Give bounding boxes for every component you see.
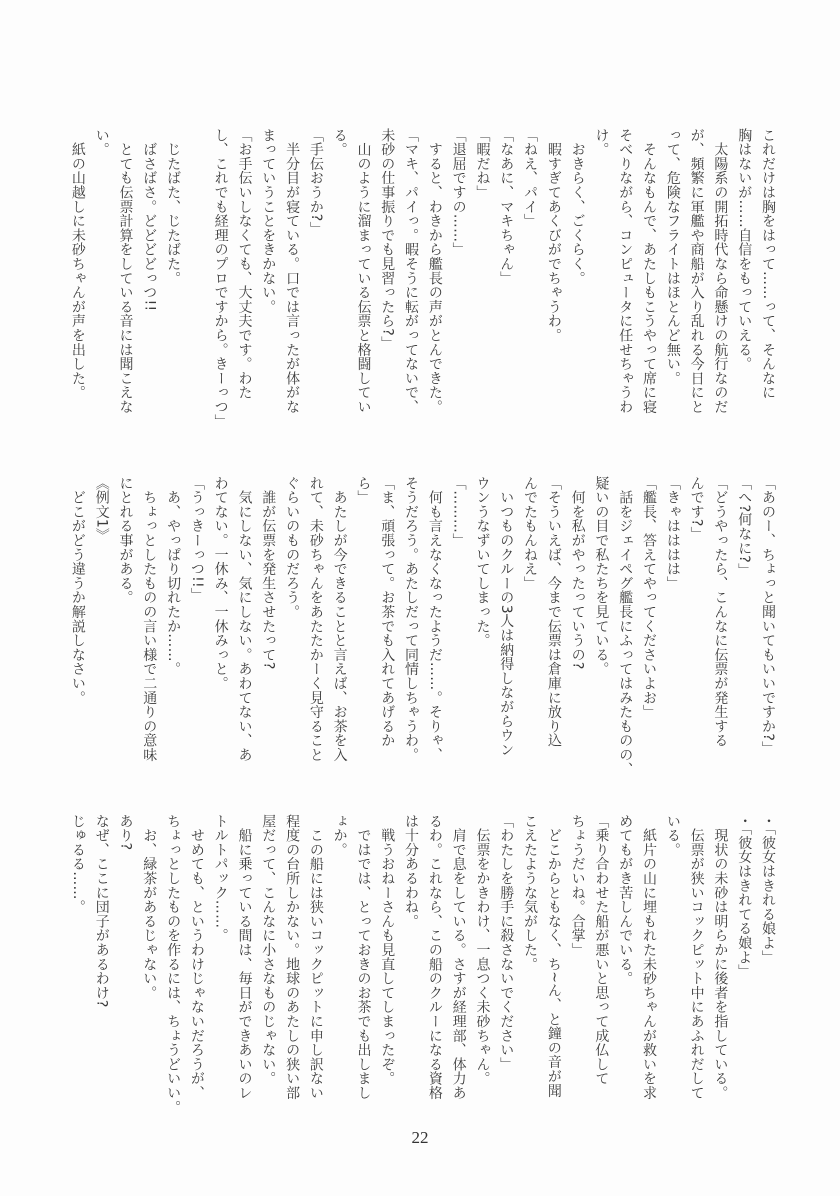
text-line: け。 [593, 128, 610, 157]
text-line: 紙の山越しに未砂ちゃんが声を出した。 [69, 128, 86, 400]
text-line: れて、未砂ちゃんをあたたかーく見守ること [307, 476, 324, 762]
text-line: 伝票をかきわけ、一息つく未砂ちゃん。 [474, 814, 491, 1086]
text-line: 「へ?何なに?」 [736, 476, 753, 578]
text-line: 何も言えなくなったようだ……。そりゃ、 [426, 476, 443, 762]
text-line: まっていうことをきかない。 [260, 128, 277, 314]
text-line [184, 128, 208, 428]
text-line: ちょうだいね。合掌」 [569, 814, 586, 957]
text-line: 伝票が狭いコックピット中にあふれだして [688, 814, 705, 1100]
text-block-bottom [49, 814, 779, 1114]
text-line: 「艦長、答えてやってくださいよお」 [641, 476, 658, 720]
text-line: 「お手伝いしなくても、大丈夫です。わた [236, 128, 253, 400]
text-line: 《例文1》 [93, 476, 110, 543]
text-line: おきらく、ごくらく。 [569, 128, 586, 286]
text-line: とても伝票計算をしている音には聞こえな [117, 128, 134, 414]
text-line: 「わたしを勝手に殺さないでください」 [498, 814, 515, 1072]
text-line: これだけは胸をはって……って、そんなに [760, 128, 776, 400]
text-line: そべりながら、コンピュータに任せちゃうわ [617, 128, 634, 414]
text-line: 「マキ、パイっ。暇そうに転がってないで、 [403, 128, 420, 414]
text-line: って、危険なフライトはほとんど無い。 [664, 128, 681, 386]
text-line: 疑いの目で私たちを見ている。 [593, 476, 610, 677]
text-line: 「あのー、ちょっと聞いてもいいですか?」 [760, 476, 776, 756]
text-line: にとれる事がある。 [117, 476, 134, 605]
text-line: お、緑茶があるじゃない。 [141, 814, 158, 1000]
text-line: どこがどう違うか解説しなさい。 [69, 476, 86, 705]
text-line: ちょっとしたものを作るには、ちょうどいい。 [165, 814, 182, 1115]
text-line: ウンうなずいてしまった。 [474, 476, 491, 648]
text-line: そうだろう。あたしだって同情しちゃうわ。 [403, 476, 420, 762]
text-line: そんなもんで、あたしもこうやって席に寝 [641, 128, 658, 414]
text-line: 「退屈ですの……」 [450, 128, 467, 257]
text-line: 未砂の仕事振りでも見習ったら?」 [379, 128, 396, 351]
text-line: し、これでも経理のプロですから。きーっつ」 [212, 128, 229, 429]
text-line: る。 [331, 128, 348, 157]
text-line: 暇すぎてあくびがでちゃうわ。 [545, 128, 562, 343]
text-line: なぜ、ここに団子があるわけ? [93, 814, 110, 1008]
text-line: あ、やっぱり切れたか……。 [165, 476, 182, 677]
page-number: 22 [411, 1128, 429, 1147]
text-line: じたばた、じたばた。 [165, 128, 182, 286]
text-line: 話をジェイペグ艦長にふってはみたものの、 [617, 476, 634, 777]
text-line: 何を私がやったっていうの? [569, 476, 586, 670]
text-line: 「なあに、マキちゃん」 [498, 128, 515, 286]
text-line: 「暇だね」 [474, 128, 491, 200]
text-line: 「手伝おうか?」 [307, 128, 324, 236]
text-line: 「乗り合わせた船が悪いと思って成仏して [593, 814, 610, 1086]
text-line: こえたような気がした。 [522, 814, 539, 972]
text-line: 肩で息をしている。さすが経理部、体力あ [450, 814, 467, 1100]
text-line: 現状の未砂は明らかに後者を指している。 [712, 814, 729, 1100]
text-line: 船に乗っている間は、毎日ができあいのレ [236, 814, 253, 1100]
text-line: あり? [117, 814, 134, 851]
text-line: いつものクルーの3人は納得しながらウン [498, 476, 515, 757]
text-line: 「………」 [450, 476, 467, 548]
text-line: 気にしない、気にしない。あわてない、あ [236, 476, 253, 762]
text-line: ・「彼女はきれる娘よ」 [760, 814, 776, 965]
text-line: が、頻繁に軍艦や商船が入り乱れる今日にと [688, 128, 705, 414]
text-line: 「そういえば、今まで伝票は倉庫に放り込 [545, 476, 562, 748]
text-block-top [49, 128, 779, 428]
text-line: ばさばさ。どどどどっつ!! [141, 128, 158, 312]
text-line: トルトパック……。 [212, 814, 229, 943]
text-line: ではでは、とっておきのお茶でも出しまし [355, 814, 372, 1100]
text-line: すると、わきから艦長の声がとんできた。 [426, 128, 443, 414]
text-line: この船には狭いコックピットに申し訳ない [307, 814, 324, 1100]
text-line: めてもがき苦しんでいる。 [617, 814, 634, 986]
text-line: わてない。一休み、一休みっと。 [212, 476, 229, 691]
text-line: るわ。これなら、この船のクルーになる資格 [426, 814, 443, 1100]
text-line: ・「彼女はきれてる娘よ」 [736, 814, 753, 979]
text-line: 山のように溜まっている伝票と格闘してい [355, 128, 372, 414]
text-line: んでたもんねえ」 [522, 476, 539, 591]
text-line: んです?」 [688, 476, 705, 541]
text-line: 程度の台所しかない。地球のあたしの狭い部 [284, 814, 301, 1100]
text-line: いる。 [664, 814, 681, 857]
text-line: 半分目が寝ている。口では言ったが体がな [284, 128, 301, 414]
text-line: あたしが今できることと言えば、お茶を入 [331, 476, 348, 762]
text-line: 誰が伝票を発生させたって? [260, 476, 277, 670]
text-line: 紙片の山に埋もれた未砂ちゃんが救いを求 [641, 814, 658, 1100]
text-line: 屋だって、こんなに小さなものじゃない。 [260, 814, 277, 1086]
text-block-middle [49, 476, 779, 776]
text-line: どこからともなく、ち~ん、と鐘の音が聞 [545, 814, 562, 1098]
text-line: せめても、というわけじゃないだろうが、 [188, 814, 205, 1100]
text-line: 「うっきーっつ!!」 [188, 476, 205, 603]
text-line: 太陽系の開拓時代なら命懸けの航行なのだ [712, 128, 729, 414]
text-line: 「ねえ、パイ」 [522, 128, 539, 229]
text-line: い。 [93, 128, 110, 157]
text-line: ら」 [355, 476, 372, 505]
text-line: は十分あるわね。 [403, 814, 420, 929]
text-line: ょか。 [331, 814, 348, 857]
text-line: ちょっとしたものの言い様で二通りの意味 [141, 476, 158, 762]
text-line: 「ま、頑張って。お茶でも入れてあげるか [379, 476, 396, 748]
text-line: ぐらいのものだろう。 [284, 476, 301, 619]
text-line: 胸はないが……自信をもっていえる。 [736, 128, 753, 372]
text-line: 「どうやったら、こんなに伝票が発生する [712, 476, 729, 748]
text-line: 戦うおねーさんも見直してしまったぞ。 [379, 814, 396, 1086]
text-line: じゅるる……。 [69, 814, 86, 915]
text-line: 「きゃはははは」 [664, 476, 681, 591]
